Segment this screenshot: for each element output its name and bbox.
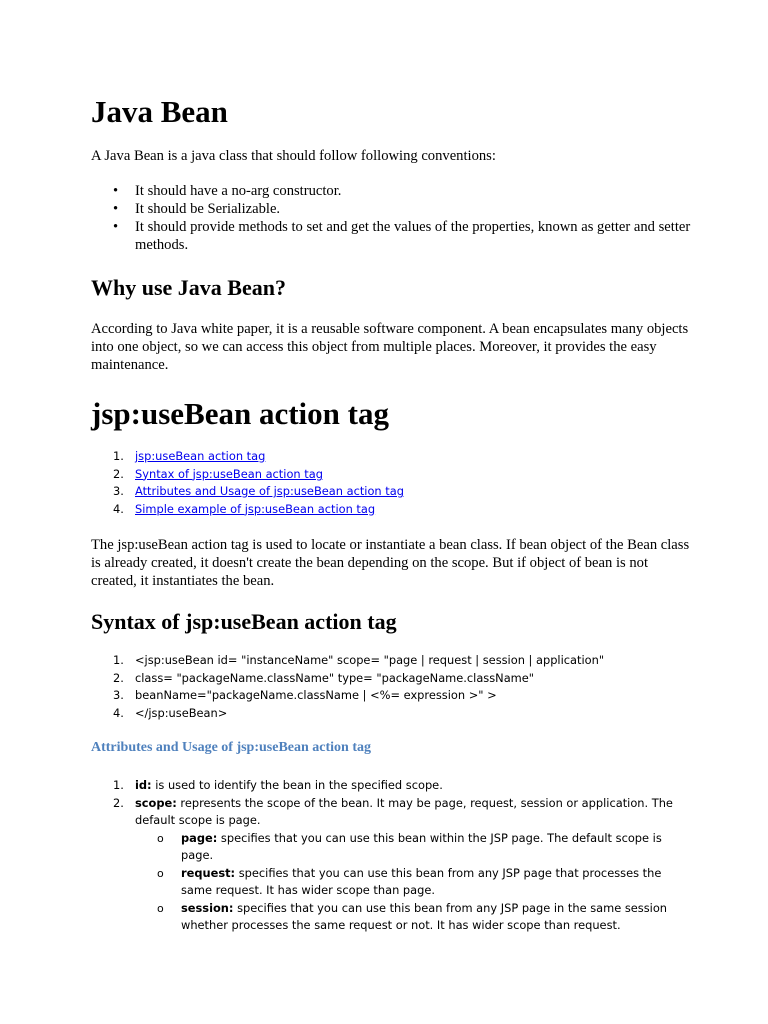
toc-item: 2. Syntax of jsp:useBean action tag [113, 466, 323, 481]
code-line: 4. </jsp:useBean> [113, 705, 228, 720]
toc-link-example[interactable]: Simple example of jsp:useBean action tag [135, 501, 376, 516]
intro-paragraph: A Java Bean is a java class that should follow following conventions: [91, 148, 496, 164]
toc-link-attributes[interactable]: Attributes and Usage of jsp:useBean action tag [135, 484, 404, 498]
code-line: 3. beanName="packageName.className | <%= expression >" > [113, 688, 497, 702]
list-item: • It should have a no-arg constructor. [91, 182, 691, 200]
why-paragraph: According to Java white paper, it is a reusable software component. A bean encapsulates many objects into one object, so we can access this object from multiple places. Moreover, it provides the easy maintenance. [91, 321, 689, 373]
syntax-heading: Syntax of jsp:useBean action tag [91, 609, 397, 634]
scope-item-session: o session: specifies that you can use this bean from any JSP page in the same session whether processes the same request or not. It has wider scope than request. [135, 900, 691, 935]
toc-link-usebean[interactable]: jsp:useBean action tag [135, 449, 266, 463]
scope-sublist [135, 830, 691, 935]
code-line: 2. class= "packageName.className" type= "packageName.className" [113, 670, 535, 685]
attributes-heading: Attributes and Usage of jsp:useBean action tag [91, 740, 371, 755]
usebean-paragraph: The jsp:useBean action tag is used to locate or instantiate a bean class. If bean object of the Bean class is already created, it doesn't create the bean depending on the scope. But if object of bean is not created, it instantiates the bean. [91, 537, 690, 589]
syntax-list [91, 652, 691, 722]
code-line: 1. <jsp:useBean id= "instanceName" scope= "page | request | session | application" [113, 653, 605, 667]
list-item: • It should be Serializable. [91, 200, 691, 218]
attribute-item-scope: 2. scope: represents the scope of the bean. It may be page, request, session or application. The default scope is page. o page: specifies that you can use this bean within the JSP page. The default scope is page. o request: specifies that you can use this bean from any JSP page that processes the same request. It has wider scope than page. o session: specifies that you can use this bean from any JSP page in the same session whether processes the same request or not. It has wider scope than request. [91, 795, 691, 935]
scope-item-request: o request: specifies that you can use this bean from any JSP page that processes the same request. It has wider scope than page. [135, 865, 691, 900]
attribute-item-id: 1. id: is used to identify the bean in the specified scope. [113, 778, 443, 792]
why-heading: Why use Java Bean? [91, 275, 286, 300]
conventions-list [91, 182, 691, 254]
scope-item-page: o page: specifies that you can use this bean within the JSP page. The default scope is page. [135, 830, 691, 865]
toc-list [91, 448, 691, 518]
usebean-heading: jsp:useBean action tag [91, 396, 389, 431]
toc-item: 1. jsp:useBean action tag [113, 449, 266, 463]
attributes-list [91, 777, 691, 935]
toc-item: 3. Attributes and Usage of jsp:useBean action tag [113, 484, 404, 498]
toc-link-syntax[interactable]: Syntax of jsp:useBean action tag [135, 466, 323, 481]
list-item: • It should provide methods to set and get the values of the properties, known as getter and setter methods. [91, 218, 691, 254]
toc-item: 4. Simple example of jsp:useBean action tag [113, 501, 376, 516]
page-title: Java Bean [91, 94, 228, 129]
